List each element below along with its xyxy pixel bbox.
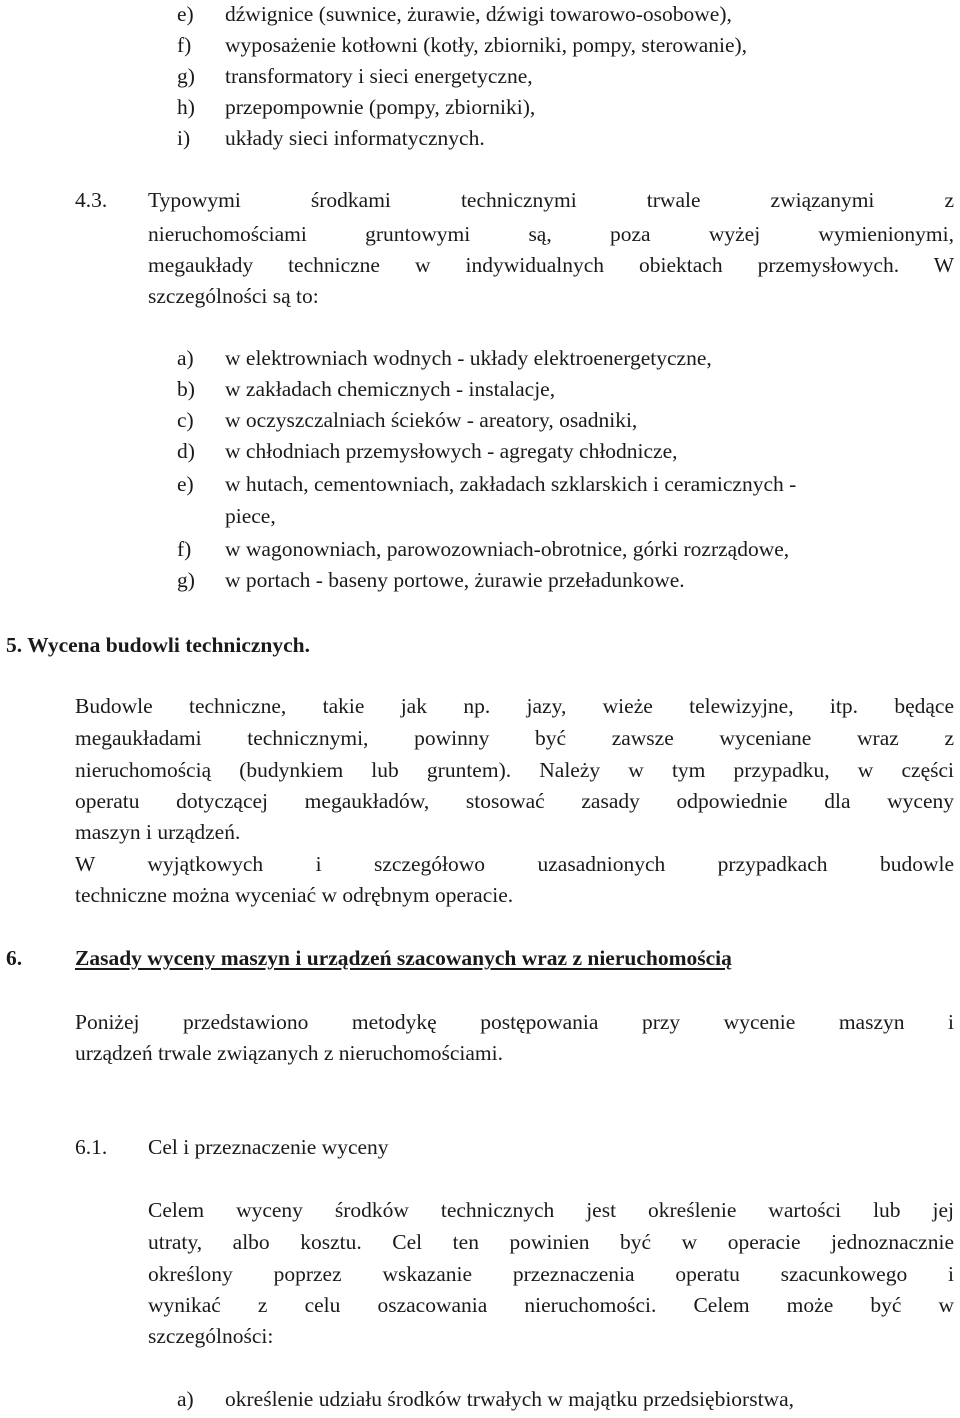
- section-number: 6.1.: [75, 1135, 108, 1159]
- list-item: w hutach, cementowniach, zakładach szklarskich i ceramicznych -: [225, 472, 797, 496]
- list-item: w zakładach chemicznych - instalacje,: [225, 377, 556, 401]
- paragraph-line: techniczne można wyceniać w odrębnym operacie.: [75, 883, 514, 907]
- list-label: g): [177, 568, 195, 592]
- list-item-continuation: piece,: [225, 504, 276, 528]
- list-label: f): [177, 33, 192, 57]
- list-label: c): [177, 408, 194, 432]
- list-item: określenie udziału środków trwałych w majątku przedsiębiorstwa,: [225, 1387, 794, 1411]
- paragraph-line: nieruchomościami gruntowymi są, poza wyżej wymienionymi,: [148, 222, 954, 246]
- paragraph-line: Poniżej przedstawiono metodykę postępowania przy wycenie maszyn i: [75, 1010, 954, 1034]
- paragraph-line: utraty, albo kosztu. Cel ten powinien być w operacie jednoznacznie: [148, 1230, 954, 1254]
- paragraph-line: Celem wyceny środków technicznych jest określenie wartości lub jej: [148, 1198, 954, 1222]
- list-label: a): [177, 346, 194, 370]
- section-heading: Cel i przeznaczenie wyceny: [148, 1135, 389, 1159]
- paragraph-line: szczególności:: [148, 1324, 274, 1348]
- list-item: w oczyszczalniach ścieków - areatory, osadniki,: [225, 408, 638, 432]
- paragraph-line: megaukłady techniczne w indywidualnych obiektach przemysłowych. W: [148, 253, 954, 277]
- paragraph-line: megaukładami technicznymi, powinny być zawsze wyceniane wraz z: [75, 726, 954, 750]
- list-item: dźwignice (suwnice, żurawie, dźwigi towarowo-osobowe),: [225, 2, 732, 26]
- list-item: w wagonowniach, parowozowniach-obrotnice, górki rozrządowe,: [225, 537, 790, 561]
- list-label: g): [177, 64, 195, 88]
- list-label: b): [177, 377, 195, 401]
- list-label: h): [177, 95, 195, 119]
- paragraph-line: nieruchomością (budynkiem lub gruntem). Należy w tym przypadku, w części: [75, 758, 954, 782]
- section-number: 6.: [6, 946, 23, 970]
- list-label: e): [177, 472, 194, 496]
- paragraph-line: operatu dotyczącej megaukładów, stosować zasady odpowiednie dla wyceny: [75, 789, 954, 813]
- section-heading: 5. Wycena budowli technicznych.: [6, 633, 311, 657]
- list-item: w elektrowniach wodnych - układy elektroenergetyczne,: [225, 346, 712, 370]
- list-label: a): [177, 1387, 194, 1411]
- section-heading: Zasady wyceny maszyn i urządzeń szacowanych wraz z nieruchomością: [75, 946, 732, 970]
- list-label: d): [177, 439, 195, 463]
- list-label: i): [177, 126, 191, 150]
- paragraph-line: urządzeń trwale związanych z nieruchomościami.: [75, 1041, 503, 1065]
- list-item: układy sieci informatycznych.: [225, 126, 485, 150]
- list-label: f): [177, 537, 192, 561]
- list-item: transformatory i sieci energetyczne,: [225, 64, 533, 88]
- paragraph-line: maszyn i urządzeń.: [75, 820, 241, 844]
- paragraph-line: wynikać z celu oszacowania nieruchomości. Celem może być w: [148, 1293, 954, 1317]
- list-item: w portach - baseny portowe, żurawie przeładunkowe.: [225, 568, 685, 592]
- list-item: przepompownie (pompy, zbiorniki),: [225, 95, 536, 119]
- paragraph-line: Typowymi środkami technicznymi trwale związanymi z: [148, 188, 954, 212]
- paragraph-line: określony poprzez wskazanie przeznaczenia operatu szacunkowego i: [148, 1262, 954, 1286]
- section-number: 4.3.: [75, 188, 108, 212]
- list-item: w chłodniach przemysłowych - agregaty chłodnicze,: [225, 439, 678, 463]
- list-item: wyposażenie kotłowni (kotły, zbiorniki, pompy, sterowanie),: [225, 33, 748, 57]
- paragraph-line: Budowle techniczne, takie jak np. jazy, wieże telewizyjne, itp. będące: [75, 694, 954, 718]
- paragraph-line: szczególności są to:: [148, 284, 319, 308]
- paragraph-line: W wyjątkowych i szczegółowo uzasadnionych przypadkach budowle: [75, 852, 954, 876]
- list-label: e): [177, 2, 194, 26]
